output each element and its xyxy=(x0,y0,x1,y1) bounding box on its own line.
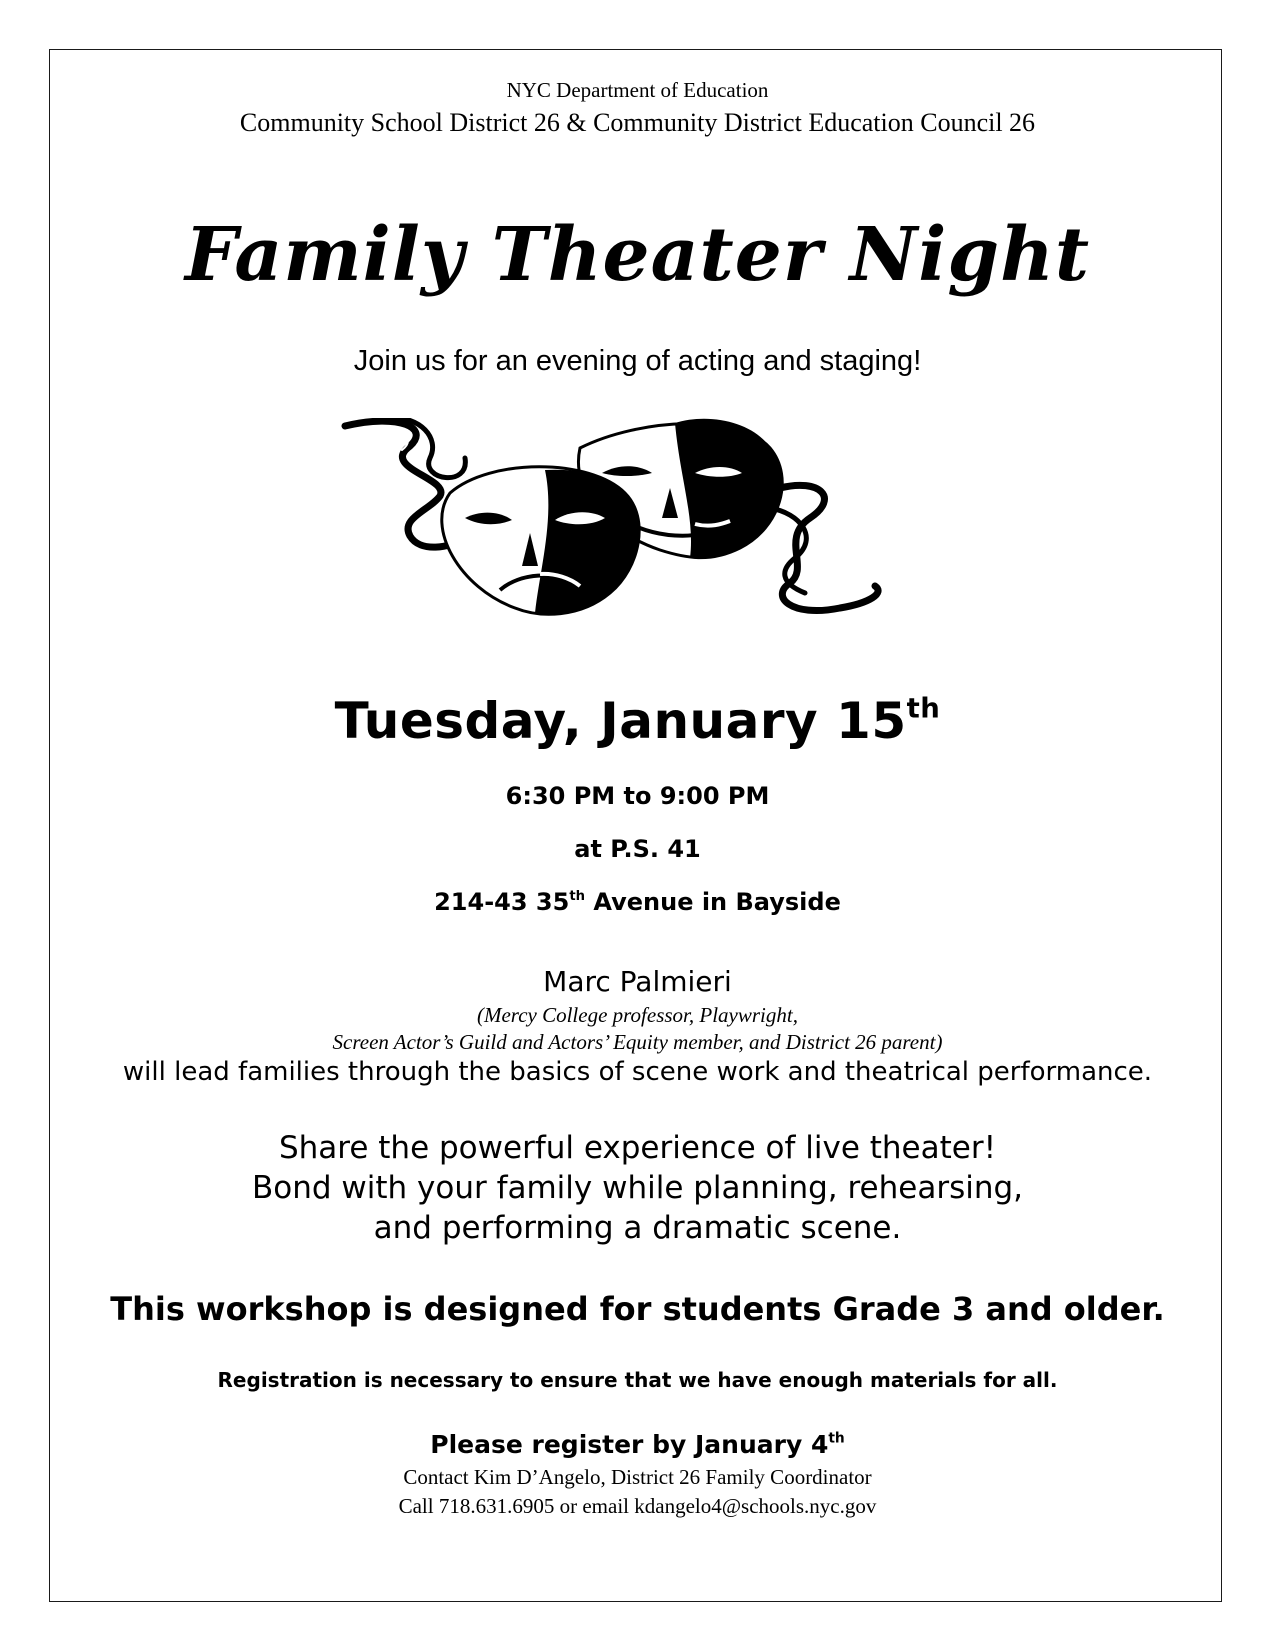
presenter-bio-line-1: (Mercy College professor, Playwright, xyxy=(477,1003,798,1027)
presenter-bio-line-2: Screen Actor’s Guild and Actors’ Equity member, and District 26 parent) xyxy=(332,1030,943,1054)
pitch-line-2: Bond with your family while planning, rehearsing, xyxy=(251,1170,1024,1206)
event-venue: at P.S. 41 xyxy=(574,835,701,863)
contact-details: Call 718.631.6905 or email kdangelo4@schools.nyc.gov xyxy=(398,1494,877,1518)
district-name: Community School District 26 & Community District Education Council 26 xyxy=(239,108,1036,137)
page-title: Family Theater Night xyxy=(184,212,1091,298)
event-time: 6:30 PM to 9:00 PM xyxy=(505,782,770,810)
event-date: Tuesday, January 15th xyxy=(334,692,941,750)
audience-note: This workshop is designed for students Grade 3 and older. xyxy=(110,1290,1165,1328)
tagline: Join us for an evening of acting and staging! xyxy=(353,345,922,377)
presenter-name: Marc Palmieri xyxy=(543,965,732,998)
department-name: NYC Department of Education xyxy=(506,78,769,102)
pitch-line-3: and performing a dramatic scene. xyxy=(373,1210,902,1246)
registration-note: Registration is necessary to ensure that we have enough materials for all. xyxy=(217,1368,1058,1392)
theater-masks-icon xyxy=(340,418,920,628)
event-address: 214-43 35th Avenue in Bayside xyxy=(434,888,841,916)
register-deadline: Please register by January 4th xyxy=(430,1430,845,1459)
pitch-line-1: Share the powerful experience of live theater! xyxy=(278,1130,997,1166)
contact-person: Contact Kim D’Angelo, District 26 Family Coordinator xyxy=(403,1465,872,1489)
presenter-description: will lead families through the basics of scene work and theatrical performance. xyxy=(122,1057,1153,1087)
